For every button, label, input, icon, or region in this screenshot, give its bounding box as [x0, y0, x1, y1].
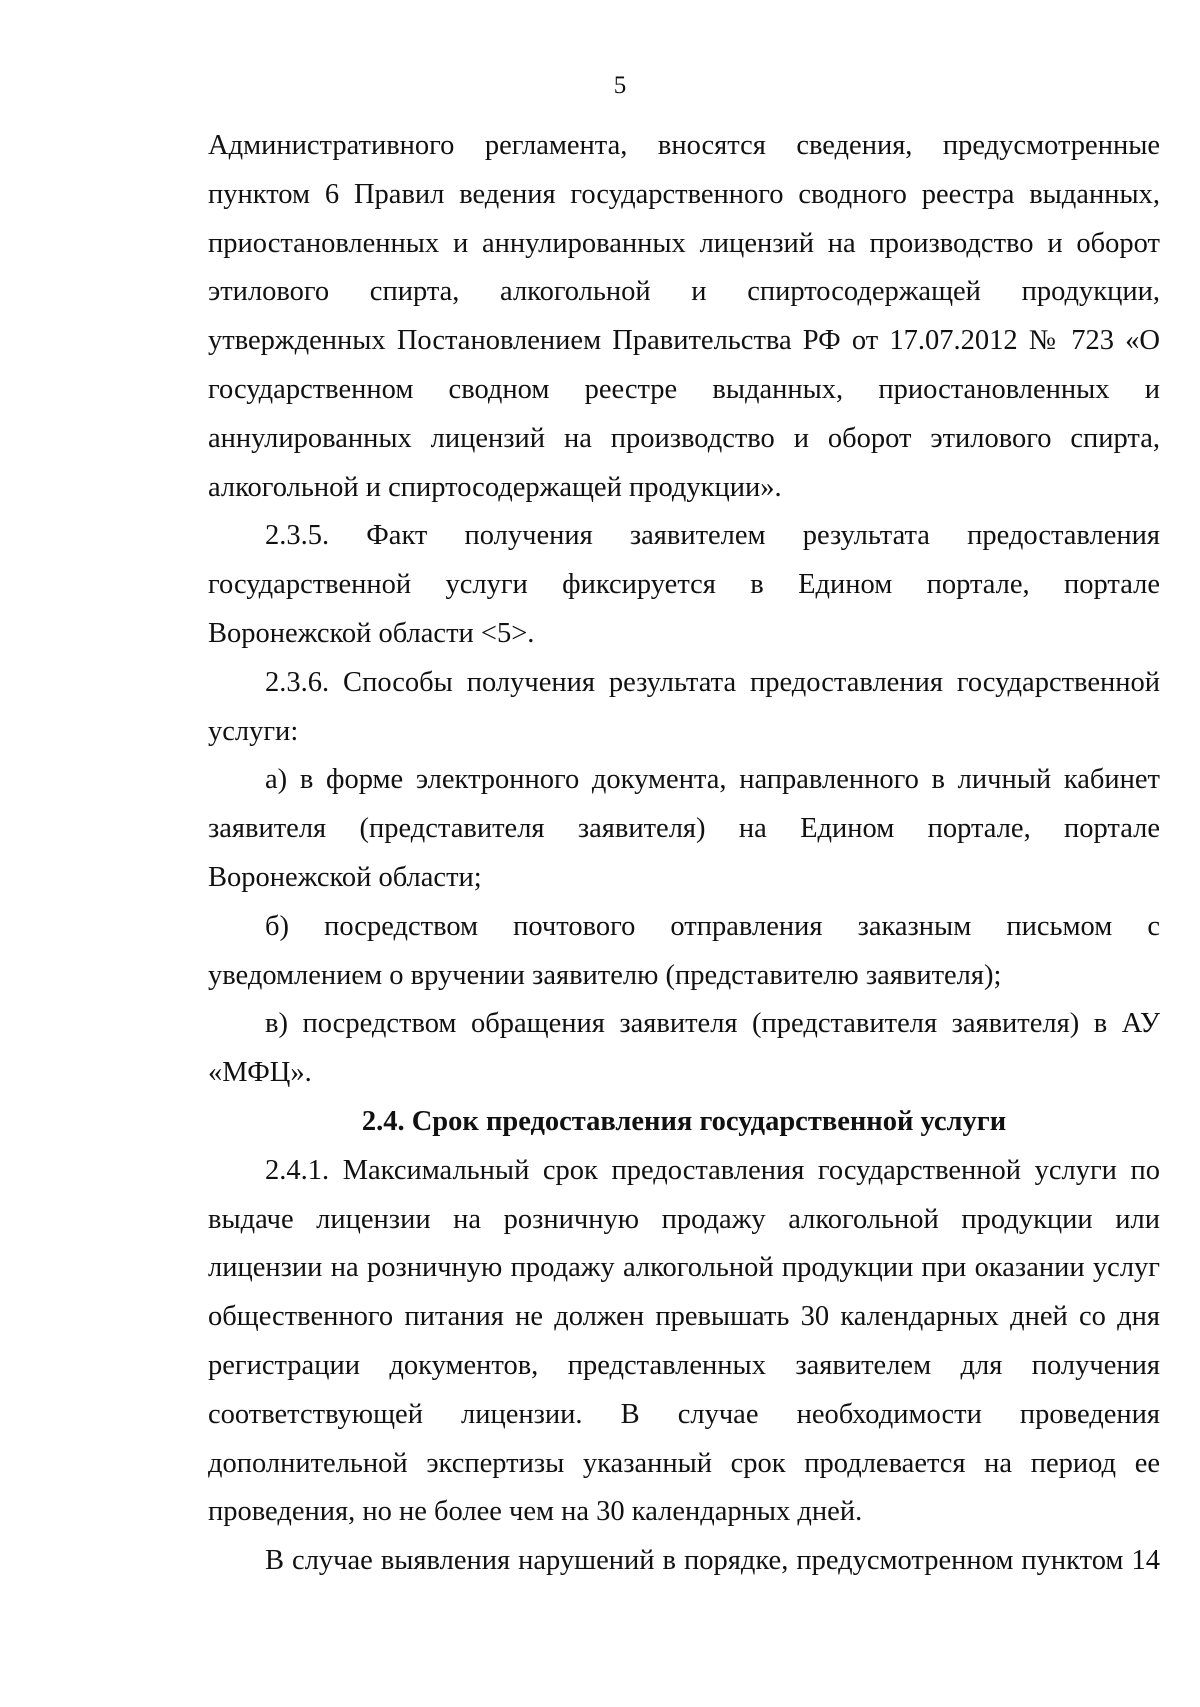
- list-item-a: а) в форме электронного документа, направленного в личный кабинет заявителя (представителя заявителя) на Едином портале, портале Воронежской области;: [208, 764, 1160, 893]
- paragraph-2-4-1: 2.4.1. Максимальный срок предоставления государственной услуги по выдаче лицензии на розничную продажу алкогольной продукции или лицензии на розничную продажу алкогольной продукции при оказании услуг общественного питания не должен превышать 30 календарных дней со дня регистрации документов, представленных заявителем для получения соответствующей лицензии. В случае необходимости проведения дополнительной экспертизы указанный срок продлевается на период ее проведения, но не более чем на 30 календарных дней.: [208, 1154, 1160, 1528]
- document-body: [208, 122, 1160, 1586]
- paragraph-2-3-6: 2.3.6. Способы получения результата предоставления государственной услуги:: [208, 666, 1160, 747]
- list-item-v: в) посредством обращения заявителя (представителя заявителя) в АУ «МФЦ».: [208, 1008, 1160, 1089]
- page-number: 5: [613, 72, 627, 99]
- paragraph-violations: В случае выявления нарушений в порядке, предусмотренном пунктом 14: [265, 1545, 1160, 1577]
- list-item-b: б) посредством почтового отправления заказным письмом с уведомлением о вручении заявителю (представителю заявителя);: [208, 910, 1160, 991]
- section-heading-2-4: 2.4. Срок предоставления государственной услуги: [361, 1105, 1007, 1137]
- paragraph-2-3-5: 2.3.5. Факт получения заявителем результата предоставления государственной услуги фиксируется в Едином портале, портале Воронежской области <5>.: [208, 520, 1160, 649]
- paragraph-registry-info: Административного регламента, вносятся сведения, предусмотренные пунктом 6 Правил ведения государственного сводного реестра выданных, приостановленных и аннулированных лицензий на производство и оборот этилового спирта, алкогольной и спиртосодержащей продукции, утвержденных Постановлением Правительства РФ от 17.07.2012 № 723 «О государственном сводном реестре выданных, приостановленных и аннулированных лицензий на производство и оборот этилового спирта, алкогольной и спиртосодержащей продукции».: [208, 130, 1160, 503]
